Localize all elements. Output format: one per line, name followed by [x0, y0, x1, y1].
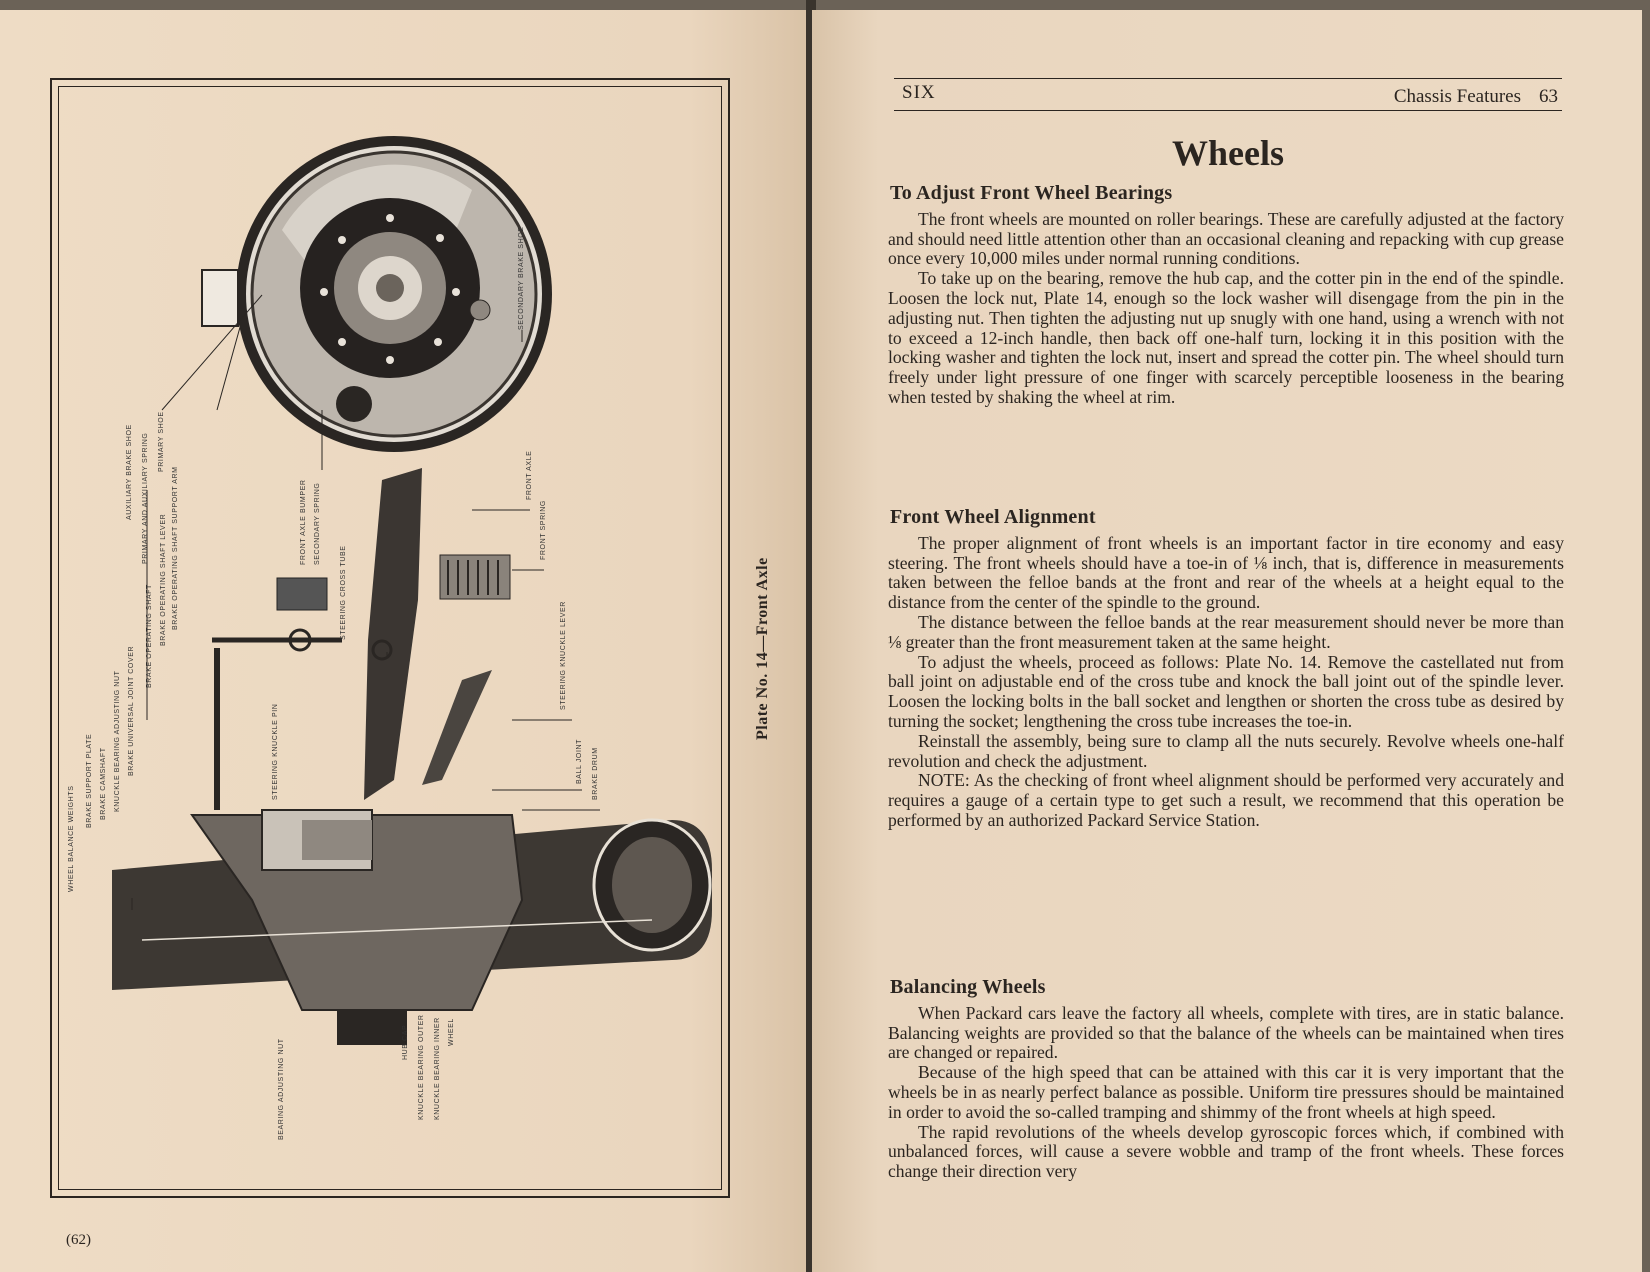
callout-brake-op-shaft-support-arm: BRAKE OPERATING SHAFT SUPPORT ARM: [172, 466, 179, 630]
callout-wheel-balance-weights: WHEEL BALANCE WEIGHTS: [68, 785, 75, 892]
paragraph: The front wheels are mounted on roller bearings. These are carefully adjusted at the factory and should need little attention other than an occasional cleaning and repacking with cup grease once every 10,000 miles under normal running conditions.: [888, 208, 1564, 269]
callout-knuckle-bearing-inner: KNUCKLE BEARING INNER: [434, 1017, 441, 1120]
brake-assembly-drawing: [202, 136, 552, 452]
callout-hub-cap: HUB CAP: [402, 1024, 409, 1060]
running-header-left: SIX: [902, 82, 936, 103]
hub-and-tire-drawing: [112, 810, 712, 1045]
callout-ball-joint: BALL JOINT: [576, 738, 583, 784]
callout-auxiliary-brake-shoe: AUXILIARY BRAKE SHOE: [126, 424, 133, 520]
paragraph: Reinstall the assembly, being sure to clamp all the nuts securely. Revolve wheels one-half revolution and check the adjustment.: [888, 730, 1564, 771]
plate-caption: Plate No. 14—Front Axle: [754, 557, 771, 740]
section-adjust-bearings: [888, 184, 1564, 408]
paragraph: When Packard cars leave the factory all wheels, complete with tires, are in static balance. Balancing weights are provided so that the balance of the wheels can be maintained when tires are changed or repaired.: [888, 1002, 1564, 1063]
plate-frame: [50, 78, 730, 1198]
callout-steering-cross-tube: STEERING CROSS TUBE: [340, 545, 347, 640]
callout-front-axle: FRONT AXLE: [526, 450, 533, 500]
callout-front-spring: FRONT SPRING: [540, 500, 547, 560]
paragraph: The distance between the felloe bands at the rear measurement should never be more than ⅛ greater than the front measurement taken at the same height.: [888, 611, 1564, 652]
callout-front-axle-bumper: FRONT AXLE BUMPER: [300, 479, 307, 565]
paragraph: NOTE: As the checking of front wheel alignment should be performed very accurately and requires a gauge of a certain type to get such a result, we recommend that this operation be performed by an authorized Packard Service Station.: [888, 770, 1564, 830]
callout-secondary-spring: SECONDARY SPRING: [314, 482, 321, 565]
callout-knuckle-bearing-adjusting-nut: KNUCKLE BEARING ADJUSTING NUT: [114, 670, 121, 812]
right-page-number: 63: [1539, 86, 1558, 107]
paragraph: The rapid revolutions of the wheels develop gyroscopic forces which, if combined with unbalanced forces, will cause a severe wobble and tramp of the front wheels. These forces change their direction very: [888, 1121, 1564, 1182]
section-wheel-alignment: [888, 508, 1564, 831]
callout-knuckle-bearing-outer: KNUCKLE BEARING OUTER: [418, 1014, 425, 1120]
axle-drawing: [212, 468, 510, 810]
paragraph: To adjust the wheels, proceed as follows: Plate No. 14. Remove the castellated nut from ball joint on adjustable end of the cross tube and knock the ball joint out of the spindle lever. Loosen the locking bolts in the ball socket and lengthen or shorten the cross tube as desired by turning the socket; lengthening the cross tube increases the toe-in.: [888, 651, 1564, 731]
callout-steering-knuckle-pin: STEERING KNUCKLE PIN: [272, 703, 279, 800]
callout-primary-shoe: PRIMARY SHOE: [158, 411, 165, 472]
left-page-number: (62): [66, 1232, 91, 1248]
section-balancing-wheels: [888, 978, 1564, 1182]
callout-secondary-brake-shoe: SECONDARY BRAKE SHOE: [518, 226, 525, 330]
running-header-section: Chassis Features: [1393, 86, 1521, 107]
front-axle-illustration: [52, 80, 728, 1196]
callout-brake-op-shaft-lever: BRAKE OPERATING SHAFT LEVER: [160, 513, 167, 646]
paragraph: Because of the high speed that can be attained with this car it is very important that the wheels be in as nearly perfect balance as possible. Uniform tire pressures should be maintained in order to avoid the so-called tramping and shimmy of the front wheels at high speed.: [888, 1062, 1564, 1122]
callout-brake-op-shaft: BRAKE OPERATING SHAFT: [146, 584, 153, 688]
header-rule-top: [894, 78, 1562, 79]
callout-brake-camshaft: BRAKE CAMSHAFT: [100, 747, 107, 820]
callout-brake-universal-joint-cover: BRAKE UNIVERSAL JOINT COVER: [128, 645, 135, 776]
callout-steering-knuckle-lever: STEERING KNUCKLE LEVER: [560, 601, 567, 710]
section-heading: To Adjust Front Wheel Bearings: [890, 182, 1173, 204]
callout-bearing-adjusting-nut: BEARING ADJUSTING NUT: [278, 1038, 285, 1140]
callout-brake-support-plate: BRAKE SUPPORT PLATE: [86, 733, 93, 828]
callout-primary-aux-spring: PRIMARY AND AUXILIARY SPRING: [142, 432, 149, 564]
header-rule-bottom: [894, 110, 1562, 111]
paragraph: The proper alignment of front wheels is an important factor in tire economy and easy steering. The front wheels should have a toe-in of ⅛ inch, that is, difference in measurements taken between the felloe bands at the front and rear of the wheels at a height equal to the distance from the center of the spindle to the ground.: [888, 532, 1564, 613]
section-heading: Front Wheel Alignment: [890, 506, 1096, 528]
paragraph: To take up on the bearing, remove the hub cap, and the cotter pin in the end of the spindle. Loosen the lock nut, Plate 14, enough so the lock washer will disengage from the pin in the adjusting nut. Then tighten the adjusting nut up snugly with one hand, using a wrench with not to exceed a 12-inch handle, then back off one-half turn, locking it in this position with the locking washer and tighten the lock nut, insert and spread the cotter pin. The wheel should turn freely under light pressure of one finger with scarcely perceptible looseness in the bearing when tested by shaking the wheel at rim.: [888, 268, 1564, 407]
callout-brake-drum: BRAKE DRUM: [592, 747, 599, 800]
running-header-right: [1394, 86, 1558, 108]
callout-wheel: WHEEL: [448, 1018, 455, 1046]
section-heading: Balancing Wheels: [890, 976, 1046, 998]
page-title: Wheels: [1172, 133, 1284, 173]
